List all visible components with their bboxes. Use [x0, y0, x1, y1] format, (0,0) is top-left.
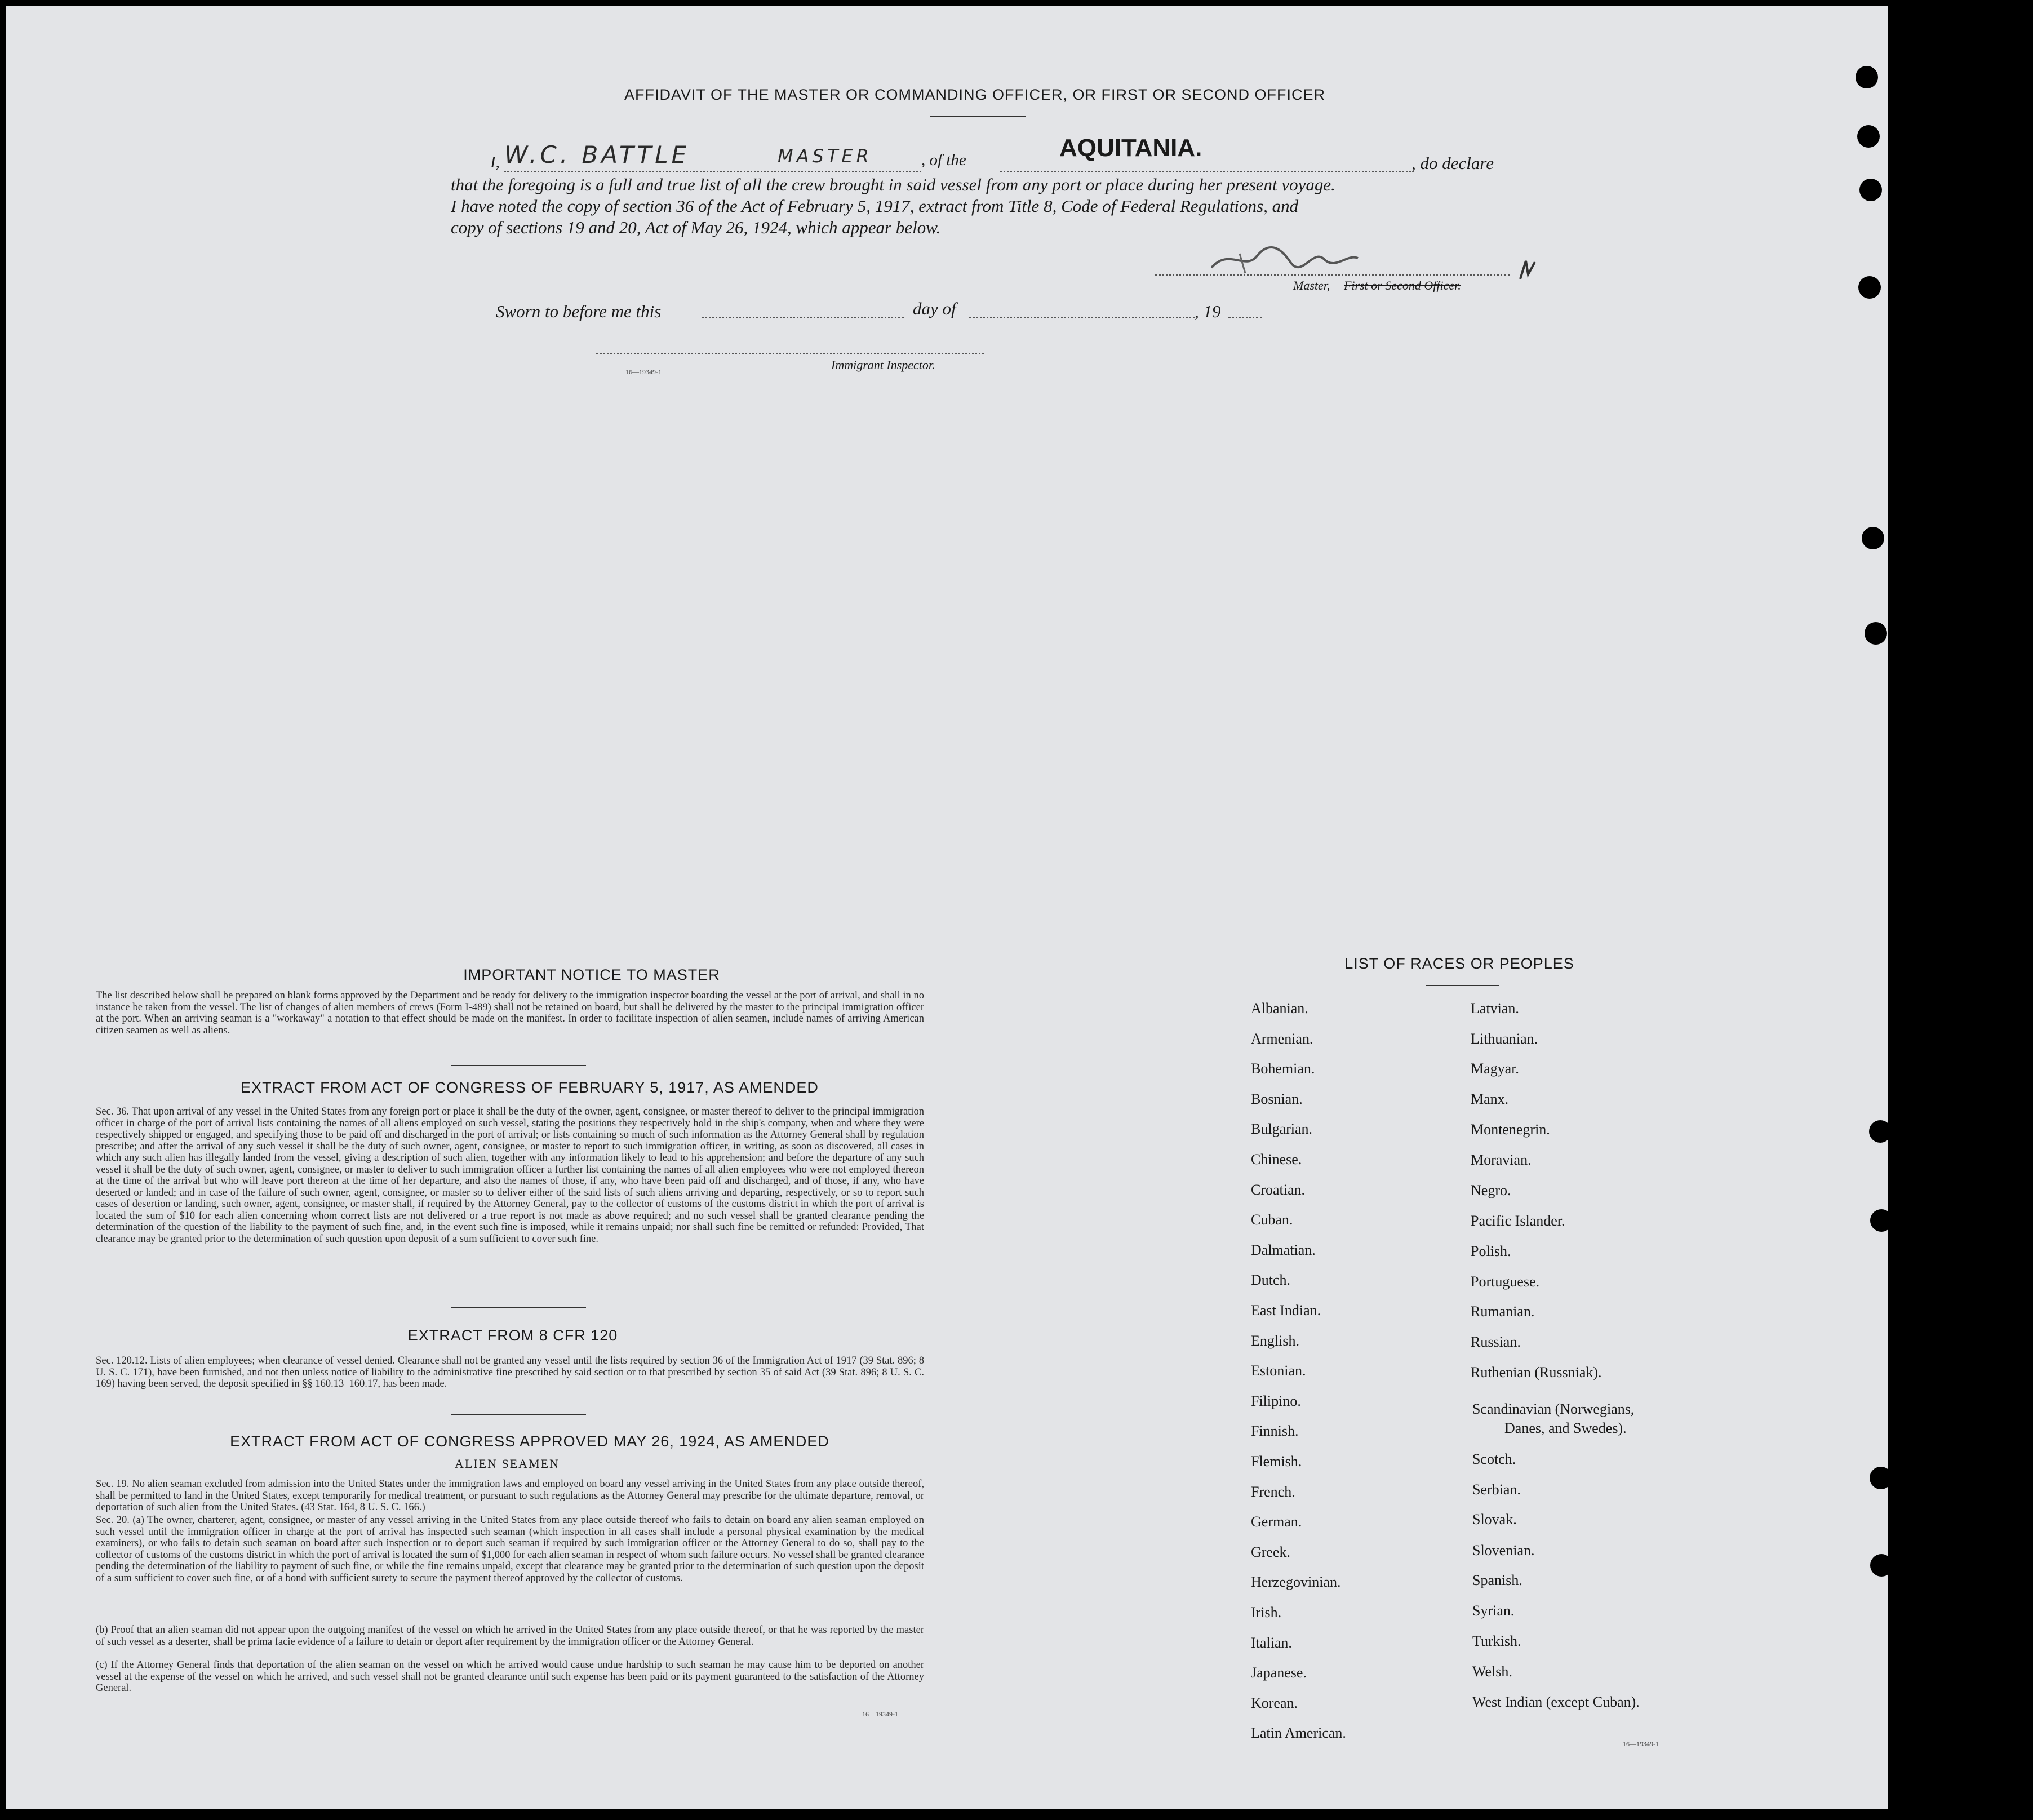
punch-hole [1862, 527, 1884, 549]
race-item: Greek. [1251, 1543, 1291, 1560]
race-item: Bulgarian. [1251, 1121, 1313, 1138]
punch-hole [1870, 1554, 1893, 1577]
race-item: Irish. [1251, 1604, 1282, 1621]
extract-cfr-text: Sec. 120.12. Lists of alien employees; when clearance of vessel denied. Clearance shall not be granted any vessel until the lists required by section 36 of the Immigration Act of 1917 (39 Stat. 896; 8 U. S. C. 171), have been furnished, and not then unless notice of liability to the administrative fine prescribed by said section or to that prescribed by section 35 of said Act (39 Stat. 896; 8 U. S. C. 169) having been served, the deposit specified in §§ 160.13–160.17, has been made. [96, 1355, 924, 1390]
sec20b-text: (b) Proof that an alien seaman did not appear upon the outgoing manifest of the vessel on which he arrived in the United States from any place outside thereof, or that he was reported by the master of such vessel as a deserter, shall be prima facie evidence of a failure to detain or deport after requirement by the immigration officer or the Attorney General. [96, 1624, 924, 1648]
punch-hole [1865, 622, 1887, 645]
signature-mark [1516, 256, 1538, 285]
signature-caption-struck: First or Second Officer. [1344, 278, 1461, 292]
races-heading-underline [1426, 985, 1499, 986]
race-item: Welsh. [1472, 1663, 1512, 1680]
vessel-line [1000, 171, 1414, 172]
notice-heading: IMPORTANT NOTICE TO MASTER [463, 966, 720, 983]
race-item: Lithuanian. [1471, 1031, 1538, 1047]
extract-1917-divider [451, 1307, 586, 1308]
sworn-month-line [969, 317, 1195, 318]
master-signature [1206, 237, 1364, 279]
punch-hole [1856, 66, 1878, 88]
alien-seamen-subheading: ALIEN SEAMEN [455, 1457, 560, 1471]
race-item: Herzegovinian. [1251, 1574, 1341, 1591]
signature-line [1155, 274, 1510, 276]
notice-divider [451, 1065, 586, 1066]
race-item: East Indian. [1251, 1302, 1321, 1319]
race-item: Albanian. [1251, 1000, 1308, 1016]
race-item: Italian. [1251, 1634, 1292, 1651]
extract-form-number: 16—19349-1 [862, 1710, 898, 1718]
race-item: Syrian. [1472, 1603, 1515, 1619]
race-item: Scandinavian (Norwegians, [1472, 1401, 1635, 1417]
punch-hole [1869, 1120, 1892, 1143]
extract-cfr-heading: EXTRACT FROM 8 CFR 120 [407, 1327, 618, 1344]
punch-hole [1859, 179, 1882, 201]
extract-1917-text: Sec. 36. That upon arrival of any vessel in the United States from any foreign port or place it shall be the duty of the owner, agent, consignee, or master thereof to deliver to the principal immigration officer in charge of the port of arrival lists containing the names of all aliens employed on such vessel, stating the positions they respectively hold in the ship's company, when and where they were respectively shipped or engaged, and specifying those to be paid off and discharged in the port of arrival; or lists containing so much of such information as the Attorney General shall by regulation prescribe; and after the arrival of any such vessel it shall be the duty of such owner, agent, consignee, or master to report to such immigration officer, in writing, as soon as discovered, all cases in which any such alien has illegally landed from the vessel, giving a description of such alien, together with any information likely to lead to his apprehension; and before the departure of any such vessel it shall be the duty of such owner, agent, consignee, or master to deliver to such immigration officer a further list containing the names of all alien employees who were not employed thereon at the time of the arrival but who will leave port thereon at the time of her departure, and also the names of those, if any, who have been paid off and discharged, and of those, if any, who have deserted or landed; and in case of the failure of such owner, agent, consignee, or master so to deliver either of the said lists of such aliens arriving and departing, respectively, or so to report such cases of desertion or landing, such owner, agent, consignee, or master shall, if required by the Attorney General, pay to the collector of customs of the customs district in which the port of arrival is located the sum of $10 for each alien concerning whom correct lists are not delivered or a true report is not made as above required; and no such vessel shall be granted clearance pending the determination of the question of the liability to the payment of such fine, and, in the event such fine is imposed, while it remains unpaid; nor shall such fine be remitted or refunded: Provided, That clearance may be granted prior to the determination of such question upon deposit of a sum sufficient to cover such fine. [96, 1106, 924, 1245]
race-item: German. [1251, 1513, 1302, 1530]
sec19-text: Sec. 19. No alien seaman excluded from admission into the United States under the immigration laws and employed on board any vessel arriving in the United States from any place outside thereof, shall be permitted to land in the United States, except temporarily for medical treatment, or pursuant to such regulations as the Attorney General may prescribe for the ultimate departure, removal, or deportation of such alien from the United States. (43 Stat. 164, 8 U. S. C. 166.) [96, 1479, 924, 1513]
race-item: Finnish. [1251, 1423, 1299, 1440]
races-form-number: 16—19349-1 [1623, 1740, 1659, 1748]
race-item: Cuban. [1251, 1211, 1293, 1228]
signature-caption-master: Master, [1293, 278, 1330, 292]
document-sheet [6, 6, 1888, 1809]
year-line [1228, 317, 1262, 318]
extract-1924-heading: EXTRACT FROM ACT OF CONGRESS APPROVED MAY 26, 1924, AS AMENDED [230, 1433, 829, 1450]
vessel-name: AQUITANIA. [1059, 134, 1202, 162]
race-item: Scotch. [1472, 1451, 1516, 1467]
punch-hole [1858, 276, 1881, 299]
races-heading: LIST OF RACES OR PEOPLES [1344, 955, 1574, 972]
sec20a-text: Sec. 20. (a) The owner, charterer, agent, consignee, or master of any vessel arriving in the United States from any place outside thereof who fails to detain on board any alien seaman employed on such vessel until the immigration officer in charge at the port of arrival has inspected such seaman (which inspection in all cases shall include a personal physical examination by the medical examiners), or who fails to detain such seaman on board after such inspection or to deport such seaman if required by such immigration officer or the Attorney General to do so, shall pay to the collector of customs of the customs district in which the port of arrival is located the sum of $1,000 for each alien seaman in respect of whom such failure occurs. No vessel shall be granted clearance pending the determination of the liability to payment of such fine, or while the fine remains unpaid, except that clearance may be granted prior to the determination of such question upon the deposit of a sum sufficient to cover such fine, or of a bond with sufficient surety to secure the payment thereof approved by the collector of customs. [96, 1515, 924, 1584]
affidavit-title: AFFIDAVIT OF THE MASTER OR COMMANDING OFFICER, OR FIRST OR SECOND OFFICER [624, 86, 1326, 103]
race-item: Slovenian. [1472, 1542, 1535, 1559]
race-item: Filipino. [1251, 1392, 1301, 1409]
handwritten-rank: MASTER [778, 145, 872, 167]
race-item: Negro. [1471, 1182, 1511, 1198]
i-label: I, [490, 153, 500, 171]
race-item: Japanese. [1251, 1664, 1307, 1681]
handwritten-name: W.C. BATTLE [504, 141, 690, 168]
race-item: Spanish. [1472, 1572, 1522, 1588]
race-item: Russian. [1471, 1334, 1521, 1350]
race-item: Turkish. [1472, 1633, 1521, 1649]
of-the-label: , of the [921, 151, 966, 169]
title-underline [930, 116, 1026, 117]
punch-hole [1870, 1209, 1893, 1232]
race-item: Dutch. [1251, 1272, 1291, 1289]
race-item: Korean. [1251, 1694, 1298, 1711]
extract-1917-heading: EXTRACT FROM ACT OF CONGRESS OF FEBRUARY 5, 1917, AS AMENDED [241, 1079, 819, 1096]
inspector-caption: Immigrant Inspector. [831, 358, 935, 372]
day-of-label: day of [913, 299, 956, 318]
punch-hole [1857, 125, 1880, 148]
affidavit-line-3: I have noted the copy of section 36 of the Act of February 5, 1917, extract from Title 8, Code of Federal Regulations, and [451, 196, 1299, 216]
race-item: Polish. [1471, 1243, 1511, 1259]
race-item: Latvian. [1471, 1000, 1519, 1016]
sworn-label: Sworn to before me this [496, 301, 662, 321]
race-item: Serbian. [1472, 1481, 1521, 1498]
race-item: Chinese. [1251, 1151, 1302, 1168]
race-item: Slovak. [1472, 1511, 1517, 1528]
race-item: Pacific Islander. [1471, 1213, 1565, 1229]
affidavit-line-4: copy of sections 19 and 20, Act of May 26, 1924, which appear below. [451, 217, 941, 237]
race-item: West Indian (except Cuban). [1472, 1694, 1640, 1710]
year-label: , 19 [1195, 301, 1221, 321]
affidavit-line-2: that the foregoing is a full and true list of all the crew brought in said vessel from any port or place during her present voyage. [451, 175, 1335, 194]
do-declare-label: , do declare [1411, 153, 1494, 173]
race-item: Armenian. [1251, 1030, 1313, 1047]
race-item: Rumanian. [1471, 1303, 1535, 1320]
race-item: Ruthenian (Russniak). [1471, 1364, 1602, 1380]
race-item: Croatian. [1251, 1181, 1306, 1198]
notice-text: The list described below shall be prepared on blank forms approved by the Department and be ready for delivery to the immigration inspector boarding the vessel at the port of arrival, and shall in no instance be taken from the vessel. The list of changes of alien members of crews (Form I-489) shall not be retained on board, but shall be delivered by the master to the principal immigration officer at the port. When an arriving seaman is a "workaway" a notation to that effect should be made on the manifest. In order to facilitate inspection of alien seamen, include names of arriving American citizen seamen as well as aliens. [96, 990, 924, 1036]
sec20c-text: (c) If the Attorney General finds that deportation of the alien seaman on the vessel on which he arrived would cause undue hardship to such seaman he may cause him to be deported on another vessel at the expense of the vessel on which he arrived, and such vessel shall not be granted clearance until such expense has been paid or its payment guaranteed to the satisfaction of the Attorney General. [96, 1659, 924, 1694]
extract-cfr-divider [451, 1414, 586, 1415]
race-item: Montenegrin. [1471, 1121, 1550, 1138]
race-item-scandinavian-cont: Danes, and Swedes). [1504, 1420, 1627, 1436]
name-line [504, 171, 921, 172]
race-item: English. [1251, 1332, 1299, 1349]
punch-hole [1870, 1467, 1892, 1489]
race-item: Estonian. [1251, 1362, 1306, 1379]
race-item: Latin American. [1251, 1725, 1346, 1742]
affidavit-form-number: 16—19349-1 [625, 368, 662, 376]
race-item: Moravian. [1471, 1152, 1532, 1168]
race-item: Dalmatian. [1251, 1241, 1316, 1258]
inspector-line [596, 353, 984, 354]
race-item: Portuguese. [1471, 1273, 1540, 1290]
race-item: Manx. [1471, 1091, 1509, 1107]
race-item: Flemish. [1251, 1453, 1302, 1470]
race-item: French. [1251, 1483, 1295, 1500]
race-item: Bosnian. [1251, 1090, 1303, 1107]
race-item: Magyar. [1471, 1060, 1519, 1077]
race-item: Bohemian. [1251, 1060, 1315, 1077]
sworn-day-line [702, 317, 904, 318]
